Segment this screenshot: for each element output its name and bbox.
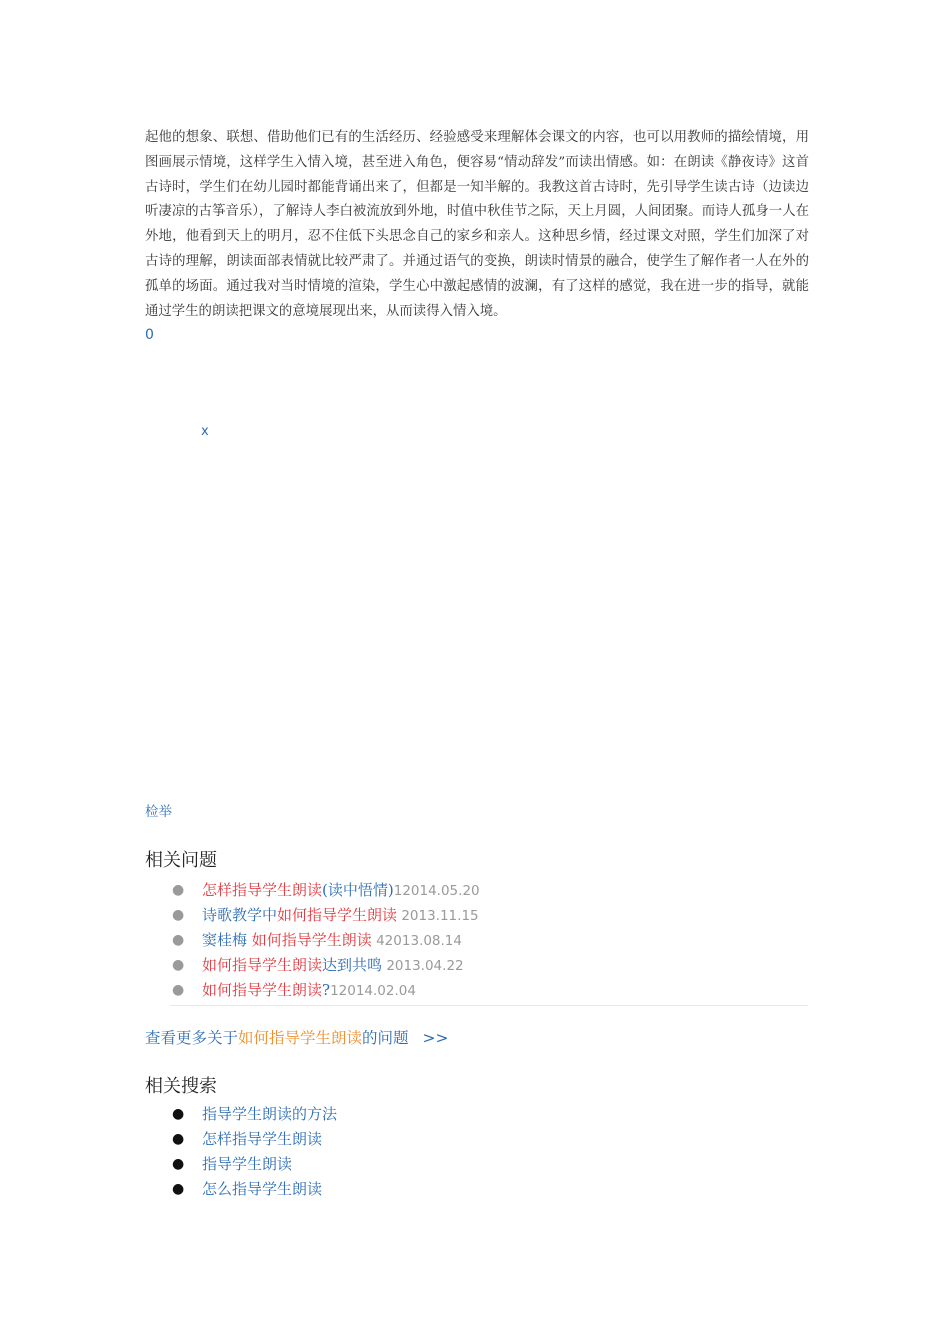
question-link-keyword[interactable]: 如何指导学生朗读: [202, 981, 323, 999]
question-link-prefix[interactable]: 窦桂梅: [202, 931, 252, 949]
question-meta: 2013.11.15: [397, 908, 479, 924]
question-link-keyword[interactable]: 怎样指导学生朗读: [202, 881, 323, 899]
question-link-keyword[interactable]: 如何指导学生朗读: [277, 906, 398, 924]
search-link[interactable]: 怎样指导学生朗读: [202, 1130, 323, 1148]
list-item[interactable]: [170, 1152, 337, 1177]
bullet-icon: ●: [172, 1156, 185, 1172]
related-questions-title: 相关问题: [145, 850, 217, 871]
search-link[interactable]: 指导学生朗读的方法: [202, 1105, 338, 1123]
bullet-icon: ●: [172, 932, 185, 948]
search-link[interactable]: 怎么指导学生朗读: [202, 1180, 323, 1198]
question-link-keyword[interactable]: 如何指导学生朗读: [202, 956, 323, 974]
list-item[interactable]: [170, 978, 808, 1003]
question-link-suffix[interactable]: (读中悟情): [322, 881, 394, 899]
more-prefix: 查看更多关于: [145, 1029, 239, 1047]
bullet-icon: ●: [172, 1181, 185, 1197]
list-item[interactable]: [170, 1102, 337, 1127]
bullet-icon: ●: [172, 882, 185, 898]
question-meta: 2013.04.22: [382, 958, 464, 974]
list-item[interactable]: [170, 903, 808, 928]
bullet-icon: ●: [172, 1106, 185, 1122]
list-item[interactable]: [170, 1127, 337, 1152]
more-suffix: 的问题: [362, 1029, 409, 1047]
article-paragraph: 起他的想象、联想、借助他们已有的生活经历、经验感受来理解体会课文的内容，也可以用教师的描绘情境，用图画展示情境，这样学生入情入境，甚至进入角色，便容易“情动辞发”而读出情感。如：在朗读《静夜诗》这首古诗时，学生们在幼儿园时都能背诵出来了，但都是一知半解的。我教这首古诗时，先引导学生读古诗（边读边听凄凉的古筝音乐），了解诗人李白被流放到外地，时值中秋佳节之际，天上月圆，人间团聚。而诗人孤身一人在外地，他看到天上的明月，忍不住低下头思念自己的家乡和亲人。这种思乡情，经过课文对照，学生们加深了对古诗的理解，朗读面部表情就比较严肃了。并通过语气的变换，朗读时情景的融合，使学生了解作者一人在外的孤单的场面。通过我对当时情境的渲染，学生心中激起感情的波澜，有了这样的感觉，我在进一步的指导，就能通过学生的朗读把课文的意境展现出来，从而读得入情入境。: [145, 130, 809, 319]
bullet-icon: ●: [172, 957, 185, 973]
bullet-icon: ●: [172, 982, 185, 998]
question-meta: 12014.02.04: [330, 983, 416, 999]
related-questions-list: [170, 878, 808, 1006]
double-chevron-right-icon: >>: [422, 1029, 449, 1047]
report-link[interactable]: 检举: [145, 804, 172, 820]
question-meta: 12014.05.20: [393, 883, 480, 899]
list-item[interactable]: [170, 953, 808, 978]
question-link-suffix[interactable]: 达到共鸣: [322, 956, 383, 974]
search-link[interactable]: 指导学生朗读: [202, 1155, 293, 1173]
more-questions-link[interactable]: [145, 1026, 449, 1048]
bullet-icon: ●: [172, 907, 185, 923]
question-link-keyword[interactable]: 如何指导学生朗读: [251, 931, 372, 949]
bullet-icon: ●: [172, 1131, 185, 1147]
question-meta: 42013.08.14: [371, 933, 462, 949]
list-item[interactable]: [170, 1177, 337, 1202]
related-searches-title: 相关搜索: [145, 1076, 217, 1097]
list-item[interactable]: [170, 878, 808, 903]
related-searches-list: [170, 1102, 337, 1202]
vote-count[interactable]: 0: [145, 327, 154, 343]
close-icon[interactable]: x: [201, 424, 209, 439]
list-item[interactable]: [170, 928, 808, 953]
question-link-prefix[interactable]: 诗歌教学中: [202, 906, 278, 924]
more-keyword: 如何指导学生朗读: [238, 1029, 363, 1047]
question-link-suffix[interactable]: ?: [322, 981, 331, 999]
